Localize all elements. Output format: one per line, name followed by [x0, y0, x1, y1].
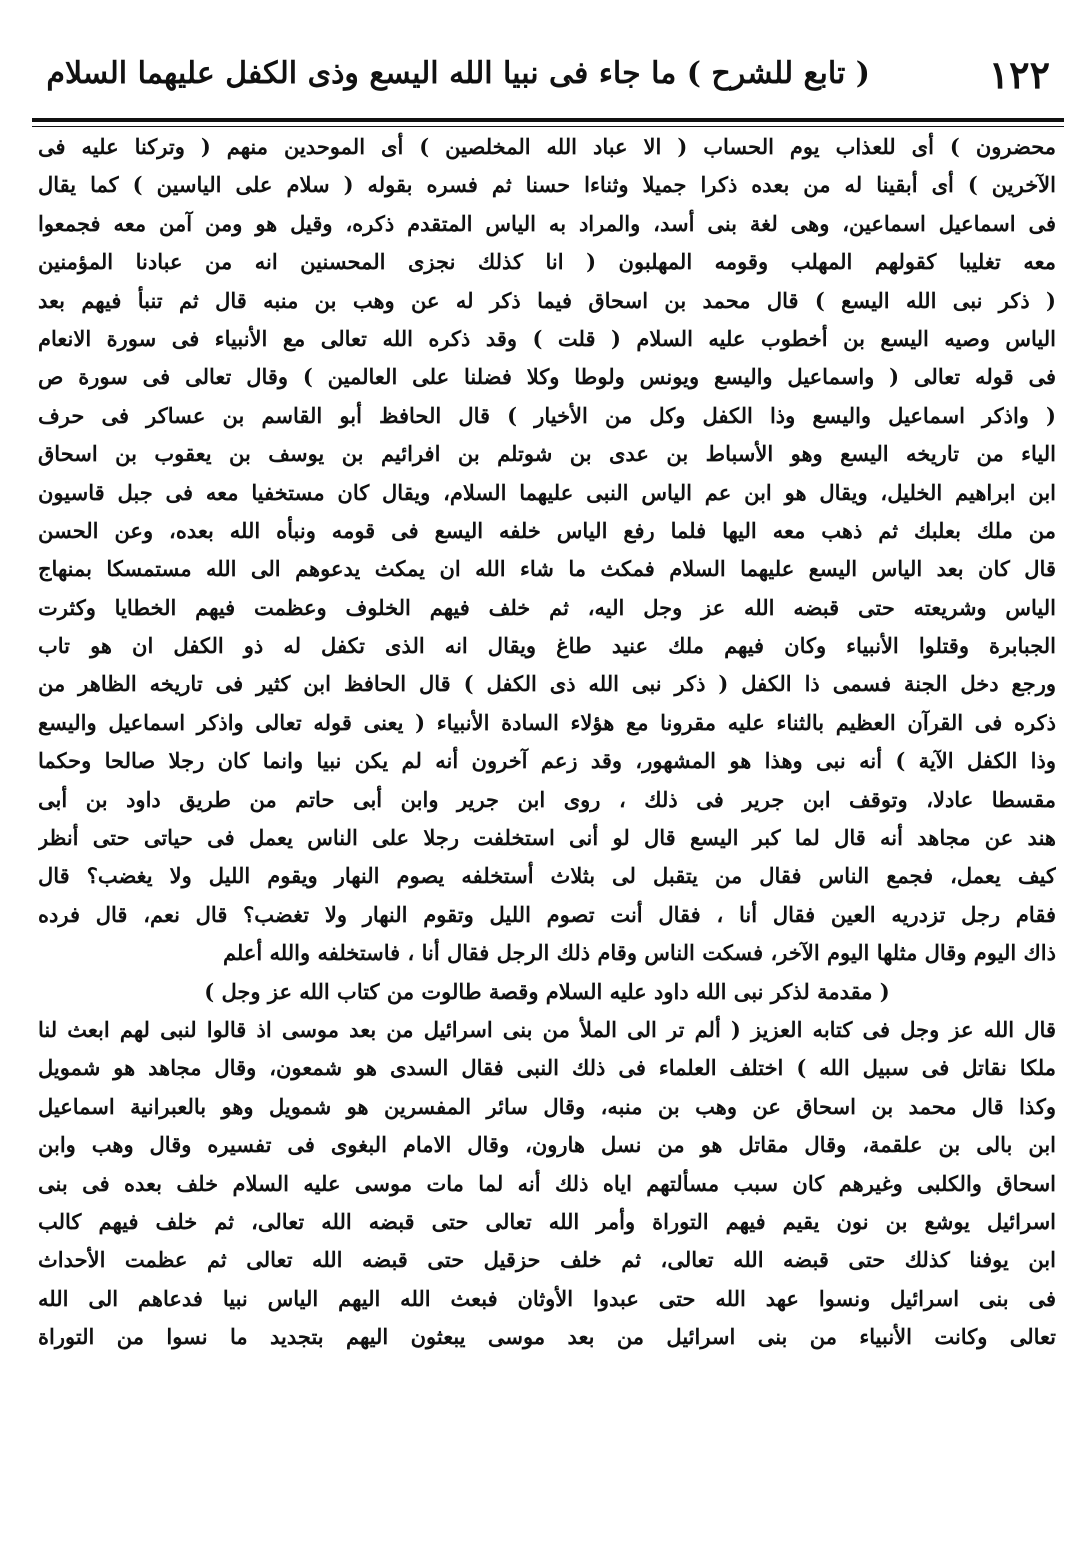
text-line: الجبابرة وقتلوا الأنبياء وكان فيهم ملك عنيد طاغ ويقال انه الذى تكفل له ذو الكفل ان هو تاب [38, 633, 1056, 659]
section-heading-dawud: ( مقدمة لذكر نبى الله داود عليه السلام وقصة طالوت من كتاب الله عز وجل ) [204, 978, 890, 1004]
text-line: ملكا نقاتل فى سبيل الله ) اختلف العلماء فى ذلك النبى فقال السدى هو شمعون، وقال مجاهد هو شمويل [38, 1055, 1056, 1081]
text-line: كيف يعمل، فجمع الناس فقال من يتقبل لى بثلاث أستخلفه يصوم النهار ويقوم الليل ولا يغضب؟ قال [38, 863, 1056, 889]
text-line: ( واذكر اسماعيل واليسع وذا الكفل وكل من الأخيار ) قال الحافظ أبو القاسم بن عساكر فى حرف [38, 402, 1056, 428]
text-line: ذكره فى القرآن العظيم بالثناء عليه مقرونا مع هؤلاء السادة الأنبياء ( يعنى قوله تعالى واذكر اسماعيل واليسع [38, 709, 1056, 735]
text-line: محضرون ) أى للعذاب يوم الحساب ( الا عباد الله المخلصين ) أى الموحدين منهم ( وتركنا عليه فى [38, 134, 1056, 159]
header-rule [32, 118, 1064, 122]
text-line: فى بنى اسرائيل ونسوا عهد الله حتى عبدوا الأوثان فبعث الله اليهم الياس نبيا فدعاهم الى الله [38, 1285, 1056, 1311]
running-title: ( تابع للشرح ) ما جاء فى نبيا الله اليسع وذى الكفل عليهما السلام [46, 56, 870, 91]
text-line: مقسطا عادلا، وتوقف ابن جرير فى ذلك ، روى ابن جرير وابن أبى حاتم من طريق داود بن أبى [38, 786, 1056, 812]
section-heading-alyasa-line: ( ذكر نبى الله اليسع ) قال محمد بن اسحاق فيما ذكر له عن وهب بن منبه قال ثم تنبأ فيهم بعد [38, 287, 1056, 313]
text-line: ابن يوفنا كذلك حتى قبضه الله تعالى، ثم خلف حزقيل حتى قبضه الله تعالى ثم عظمت الأحداث [38, 1247, 1056, 1273]
page-header [30, 40, 1060, 110]
text-line: وذا الكفل الآية ) أنه نبى وهذا هو المشهور، وقد زعم آخرون أنه لم يكن نبيا وانما كان رجلا صالحا وحكما [38, 748, 1056, 774]
text-line: هند عن مجاهد أنه قال لما كبر اليسع قال لو أنى استخلفت رجلا على الناس يعمل فى حياتى حتى أنظر [38, 825, 1056, 851]
text-line: معه تغليبا كقولهم المهلب وقومه المهلبون ( انا كذلك نجزى المحسنين انه من عبادنا المؤمنين [38, 249, 1056, 275]
text-line: اسرائيل يوشع بن نون يقيم فيهم التوراة وأمر الله تعالى حتى قبضه الله تعالى، ثم خلف فيهم كالب [38, 1208, 1056, 1234]
text-line: فى قوله تعالى ( واسماعيل واليسع ويونس ولوطا وكلا فضلنا على العالمين ) وقال تعالى فى سورة ص [38, 364, 1056, 390]
text-line: قال كان بعد الياس اليسع عليهما السلام فمكث ما شاء الله ان يمكث يدعوهم الى الله مستمسكا بمنهاج [38, 556, 1056, 582]
text-line: الياء من تاريخه اليسع وهو الأسباط بن عدى بن شوتلم بن افرائيم بن يوسف بن يعقوب بن اسحاق [38, 441, 1056, 467]
page-number: ١٢٢ [988, 52, 1050, 97]
text-line: الياس وصيه اليسع بن أخطوب عليه السلام ( قلت ) وقد ذكره الله تعالى مع الأنبياء فى سورة الانعام [38, 325, 1056, 351]
text-line: فقام رجل تزدريه العين فقال أنا ، فقال أنت تصوم الليل وتقوم النهار ولا تغضب؟ قال نعم، قال فرده [38, 901, 1056, 927]
text-line: فى اسماعيل اسماعين، وهى لغة بنى أسد، والمراد به الياس المتقدم ذكره، وقيل هو ومن آمن معه فجمعوا [38, 210, 1056, 236]
text-line: الياس وشريعته حتى قبضه الله عز وجل اليه، ثم خلف فيهم الخلوف وعظمت فيهم الخطايا وكثرت [38, 594, 1056, 620]
text-line: ذاك اليوم وقال مثلها اليوم الآخر، فسكت الناس وقام ذلك الرجل فقال أنا ، فاستخلفه والله أعلم [222, 940, 1056, 966]
text-line: قال الله عز وجل فى كتابه العزيز ( ألم تر الى الملأ من بنى اسرائيل من بعد موسى اذ قالوا لنبى لهم ابعث لنا [38, 1016, 1056, 1042]
text-line: ابن ابراهيم الخليل، ويقال هو ابن عم الياس النبى عليهما السلام، ويقال كان مستخفيا معه فى جبل قاسيون [38, 479, 1056, 505]
text-line: وكذا قال محمد بن اسحاق عن وهب بن منبه، وقال سائر المفسرين هو شمويل وهو بالعبرانية اسماعيل [38, 1093, 1056, 1119]
body-text [38, 128, 1056, 1357]
text-line: من ملك بعلبك ثم ذهب معه اليها فلما رفع الياس خلفه اليسع فى قومه ونبأه الله بعده، وعن الحسن [38, 517, 1056, 543]
header-rule-thin [32, 126, 1064, 127]
text-line: الآخرين ) أى أبقينا له من بعده ذكرا جميلا وثناءا حسنا ثم فسره بقوله ( سلام على الياسين ) كما يقال [38, 172, 1056, 198]
text-line: اسحاق والكلبى وغيرهم كان سبب مسألتهم اياه ذلك أنه لما مات موسى عليه السلام خلف بعده فى بنى [38, 1170, 1056, 1196]
text-line: ابن بالى بن علقمة، وقال مقاتل هو من نسل هارون، وقال الامام البغوى فى تفسيره وقال وهب وابن [38, 1132, 1056, 1158]
section-heading-dhul-kifl-line: ورجع دخل الجنة فسمى ذا الكفل ( ذكر نبى الله ذى الكفل ) قال الحافظ ابن كثير فى تاريخه الظاهر من [38, 671, 1056, 697]
text-line: تعالى وكانت الأنبياء من بنى اسرائيل من بعد موسى يبعثون اليهم بتجديد ما نسوا من التوراة [38, 1324, 1056, 1350]
